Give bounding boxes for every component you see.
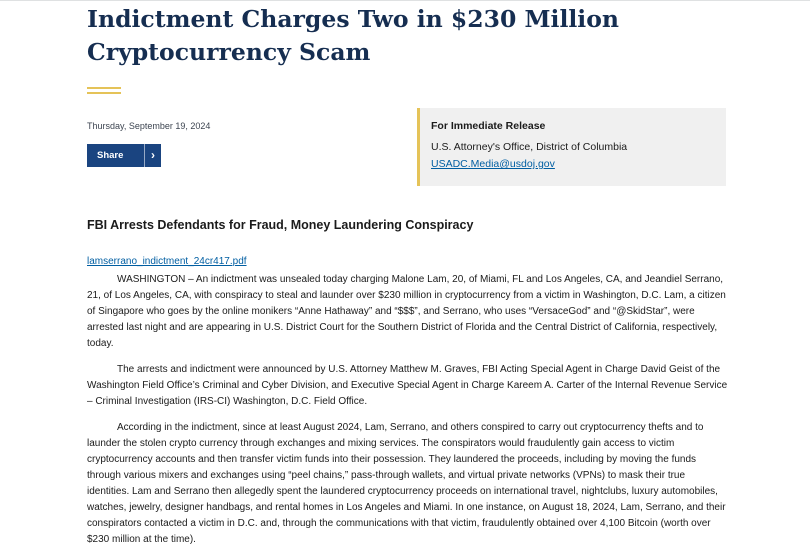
article-subtitle: FBI Arrests Defendants for Fraud, Money Laundering Conspiracy <box>87 218 474 232</box>
share-divider <box>144 144 145 167</box>
release-office: U.S. Attorney's Office, District of Columbia <box>431 141 628 153</box>
paragraph: According in the indictment, since at least August 2024, Lam, Serrano, and others conspired to carry out cryptocurrency thefts and to launder the stolen crypto currency through exchanges and mixing services. The conspirators would fraudulently gain access to victim cryptocurrency accounts and then transfer victim funds into their possession. They laundered the proceeds, including by moving the funds through various mixers and exchanges using “peel chains,” pass-through wallets, and virtual private networks (VPNs) to mask their true identities. Lam and Serrano then allegedly spent the laundered cryptocurrency proceeds on international travel, nightclubs, luxury automobiles, watches, jewelry, designer handbags, and rental homes in Los Angeles and Miami. In one instance, on August 18, 2024, Lam, Serrano, and their conspirators contacted a victim in D.C. and, through the communications with that victim, fraudulently obtained over 4,100 Bitcoin (worth over $230 million at the time). <box>87 422 726 545</box>
press-release-box <box>417 108 726 186</box>
indictment-pdf-link[interactable]: lamserrano_indictment_24cr417.pdf <box>87 256 247 267</box>
title-accent-bars <box>87 87 121 97</box>
page-title: Indictment Charges Two in $230 Million Cryptocurrency Scam <box>87 5 619 66</box>
paragraph: The arrests and indictment were announced by U.S. Attorney Matthew M. Graves, FBI Acting Special Agent in Charge David Geist of the Washington Field Office’s Criminal and Cyber Division, and Executive Special Agent in Charge Kareem A. Carter of the Internal Revenue Service – Criminal Investigation (IRS-CI) Washington, D.C. Field Office. <box>87 364 728 407</box>
chevron-right-icon: › <box>151 148 155 162</box>
paragraph: WASHINGTON – An indictment was unsealed today charging Malone Lam, 20, of Miami, FL and Los Angeles, CA, and Jeandiel Serrano, 21, of Los Angeles, CA, with conspiracy to steal and launder over $230 million in cryptocurrency from a victim in Washington, D.C. Lam, a citizen of Singapore who goes by the online monikers “Anne Hathaway” and “$$$”, and Serrano, who uses “VersaceGod” and “@SkidStar”, were arrested last night and are appearing in U.S. District Court for the Southern District of Florida and the Central District of California, respectively, today. <box>87 274 726 349</box>
share-label: Share <box>97 150 124 161</box>
publish-date: Thursday, September 19, 2024 <box>87 121 211 131</box>
article-body <box>87 272 729 558</box>
release-heading: For Immediate Release <box>431 120 546 132</box>
top-divider <box>0 0 810 1</box>
share-button[interactable] <box>87 144 161 167</box>
release-email-link[interactable]: USADC.Media@usdoj.gov <box>431 158 555 170</box>
